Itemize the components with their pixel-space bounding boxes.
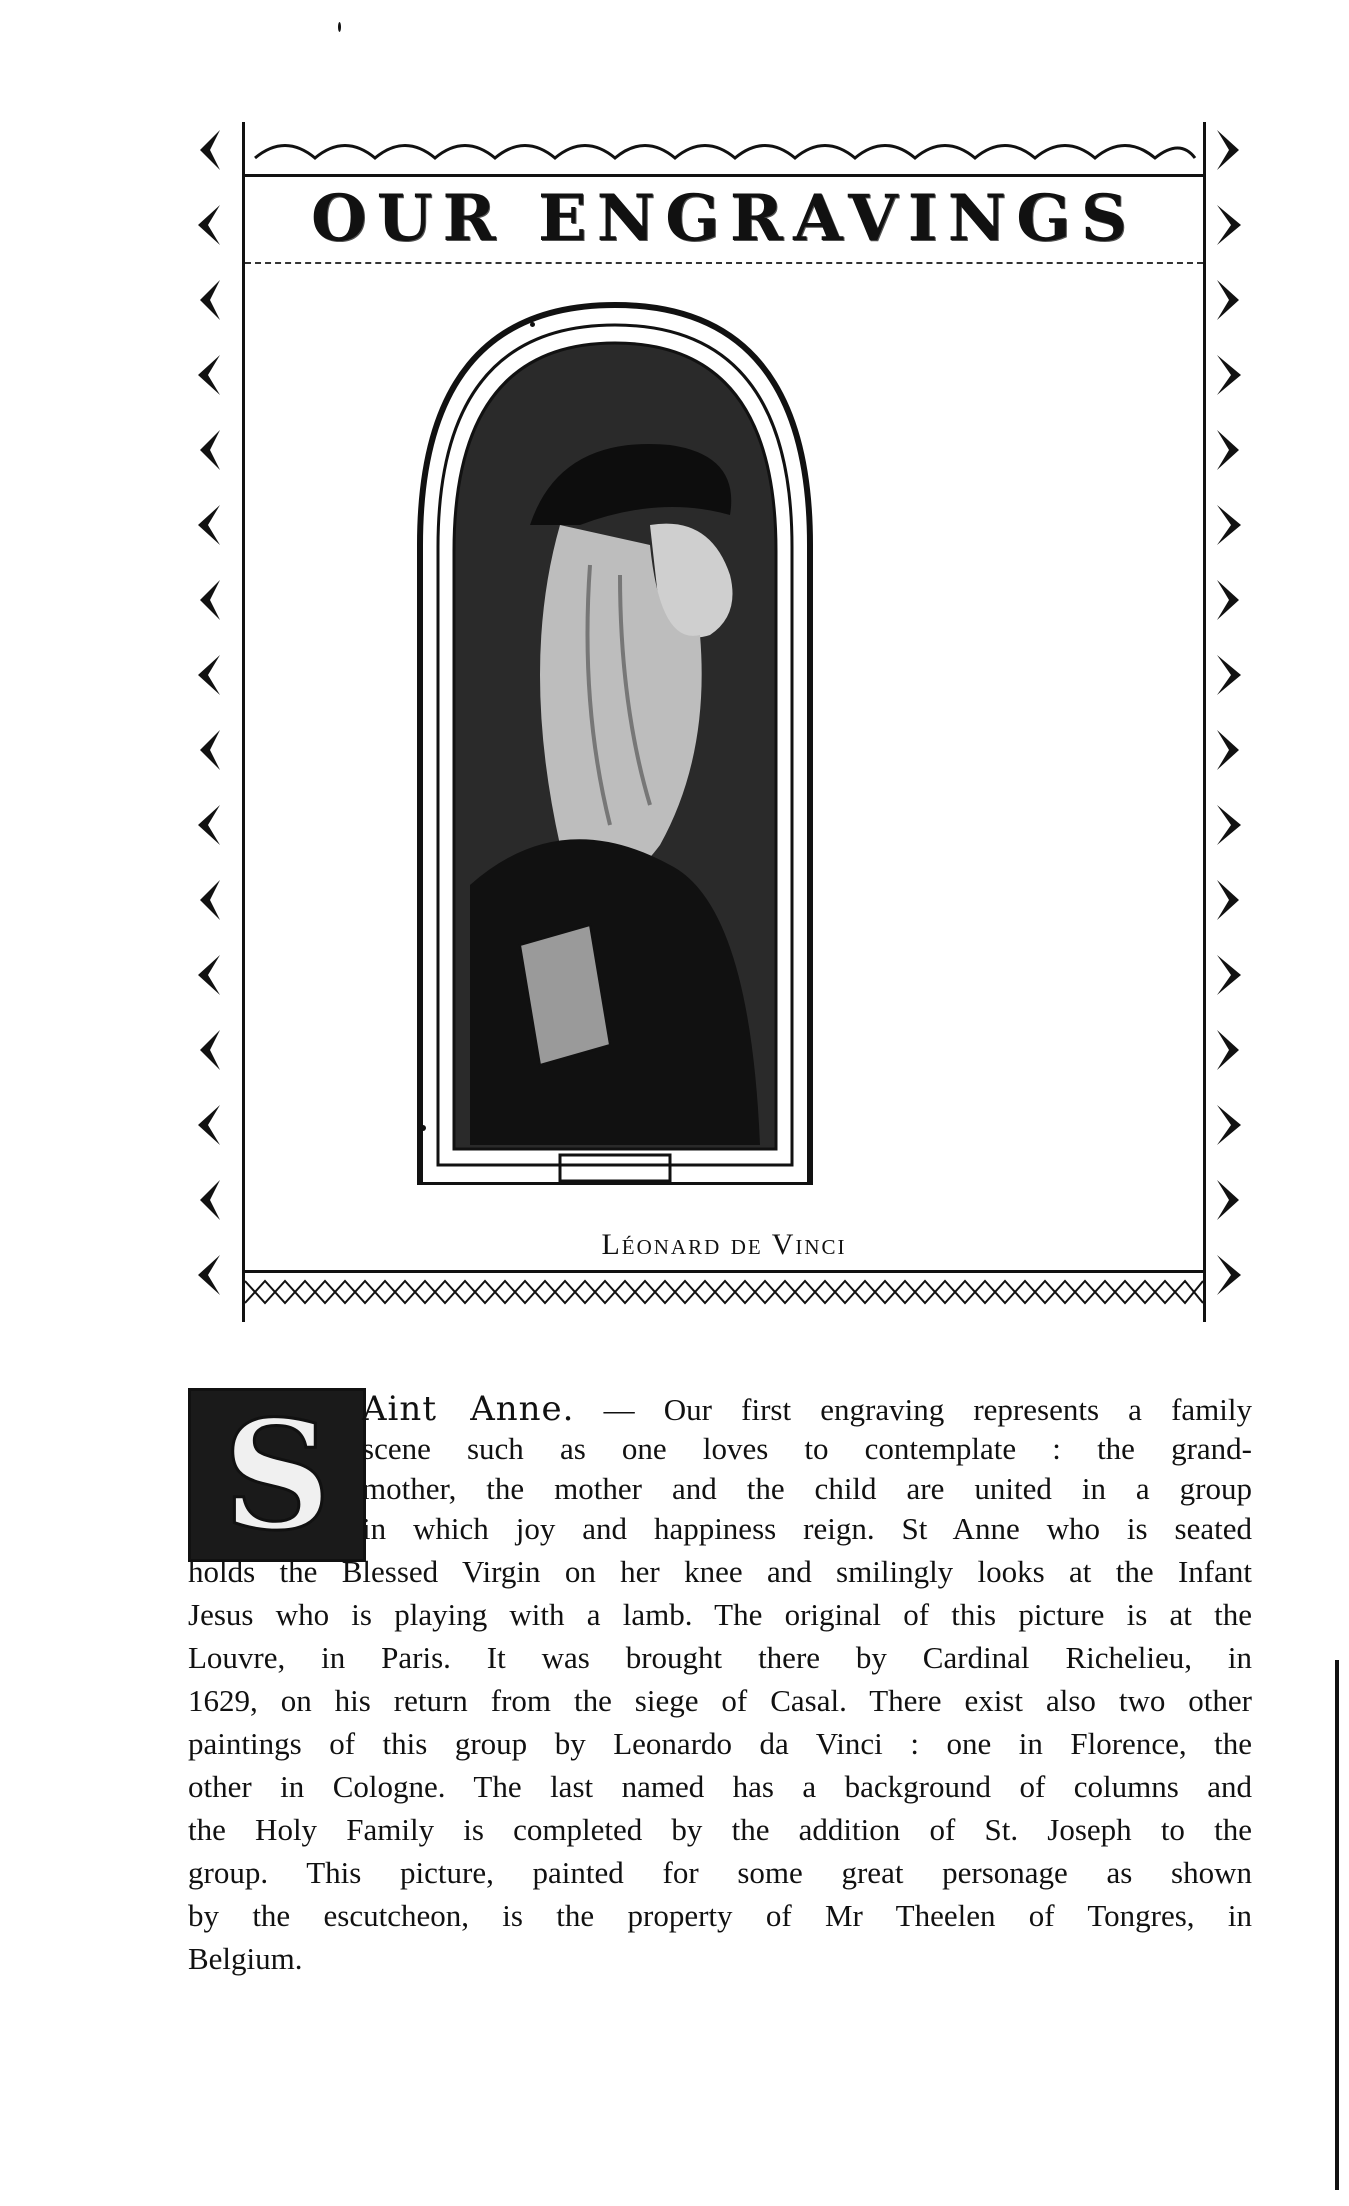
drop-cap bbox=[188, 1388, 366, 1562]
scan-margin-rule bbox=[1335, 1660, 1339, 2190]
text-line-12: group. This picture, painted for some great personage as shown bbox=[188, 1855, 1252, 1890]
left-frame-rule bbox=[242, 122, 245, 1322]
text-line-11: the Holy Family is completed by the addition of St. Joseph to the bbox=[188, 1812, 1252, 1847]
scan-speck bbox=[338, 22, 341, 32]
text-line-1 bbox=[362, 1390, 1252, 1429]
left-vine-border-icon bbox=[190, 120, 235, 1330]
top-ornament-band-icon bbox=[245, 128, 1203, 177]
scan-speck bbox=[530, 322, 535, 327]
text-line-14: Belgium. bbox=[188, 1941, 303, 1976]
text-line-4: in which joy and happiness reign. St Anne who is seated bbox=[362, 1511, 1252, 1546]
leonardo-portrait-engraving-icon bbox=[410, 285, 820, 1185]
right-frame-rule bbox=[1203, 122, 1206, 1322]
page-title: OUR ENGRAVINGS bbox=[310, 181, 1138, 256]
lead-word: Aint Anne. bbox=[362, 1389, 575, 1429]
text-line-8: 1629, on his return from the siege of Casal. There exist also two other bbox=[188, 1683, 1252, 1718]
text-line-5: holds the Blessed Virgin on her knee and smilingly looks at the Infant bbox=[188, 1554, 1252, 1589]
text-line-7: Louvre, in Paris. It was brought there by Cardinal Richelieu, in bbox=[188, 1640, 1252, 1675]
text-line-3: mother, the mother and the child are united in a group bbox=[362, 1471, 1252, 1506]
header-rule bbox=[245, 262, 1203, 264]
drop-cap-letter: S bbox=[222, 1388, 332, 1564]
text-line-10: other in Cologne. The last named has a background of columns and bbox=[188, 1769, 1252, 1804]
bottom-ornament-band-icon bbox=[245, 1270, 1203, 1313]
figure-caption: Léonard de Vinci bbox=[601, 1228, 847, 1261]
text-line-9: paintings of this group by Leonardo da Vinci : one in Florence, the bbox=[188, 1726, 1252, 1761]
text-line-13: by the escutcheon, is the property of Mr Theelen of Tongres, in bbox=[188, 1898, 1252, 1933]
text-line-2: scene such as one loves to contemplate : the grand- bbox=[362, 1431, 1252, 1466]
scan-speck bbox=[420, 1125, 426, 1131]
right-vine-border-icon bbox=[1205, 120, 1250, 1330]
text-line-1-rest: — Our first engraving represents a family bbox=[603, 1392, 1253, 1427]
text-line-6: Jesus who is playing with a lamb. The original of this picture is at the bbox=[188, 1597, 1252, 1632]
